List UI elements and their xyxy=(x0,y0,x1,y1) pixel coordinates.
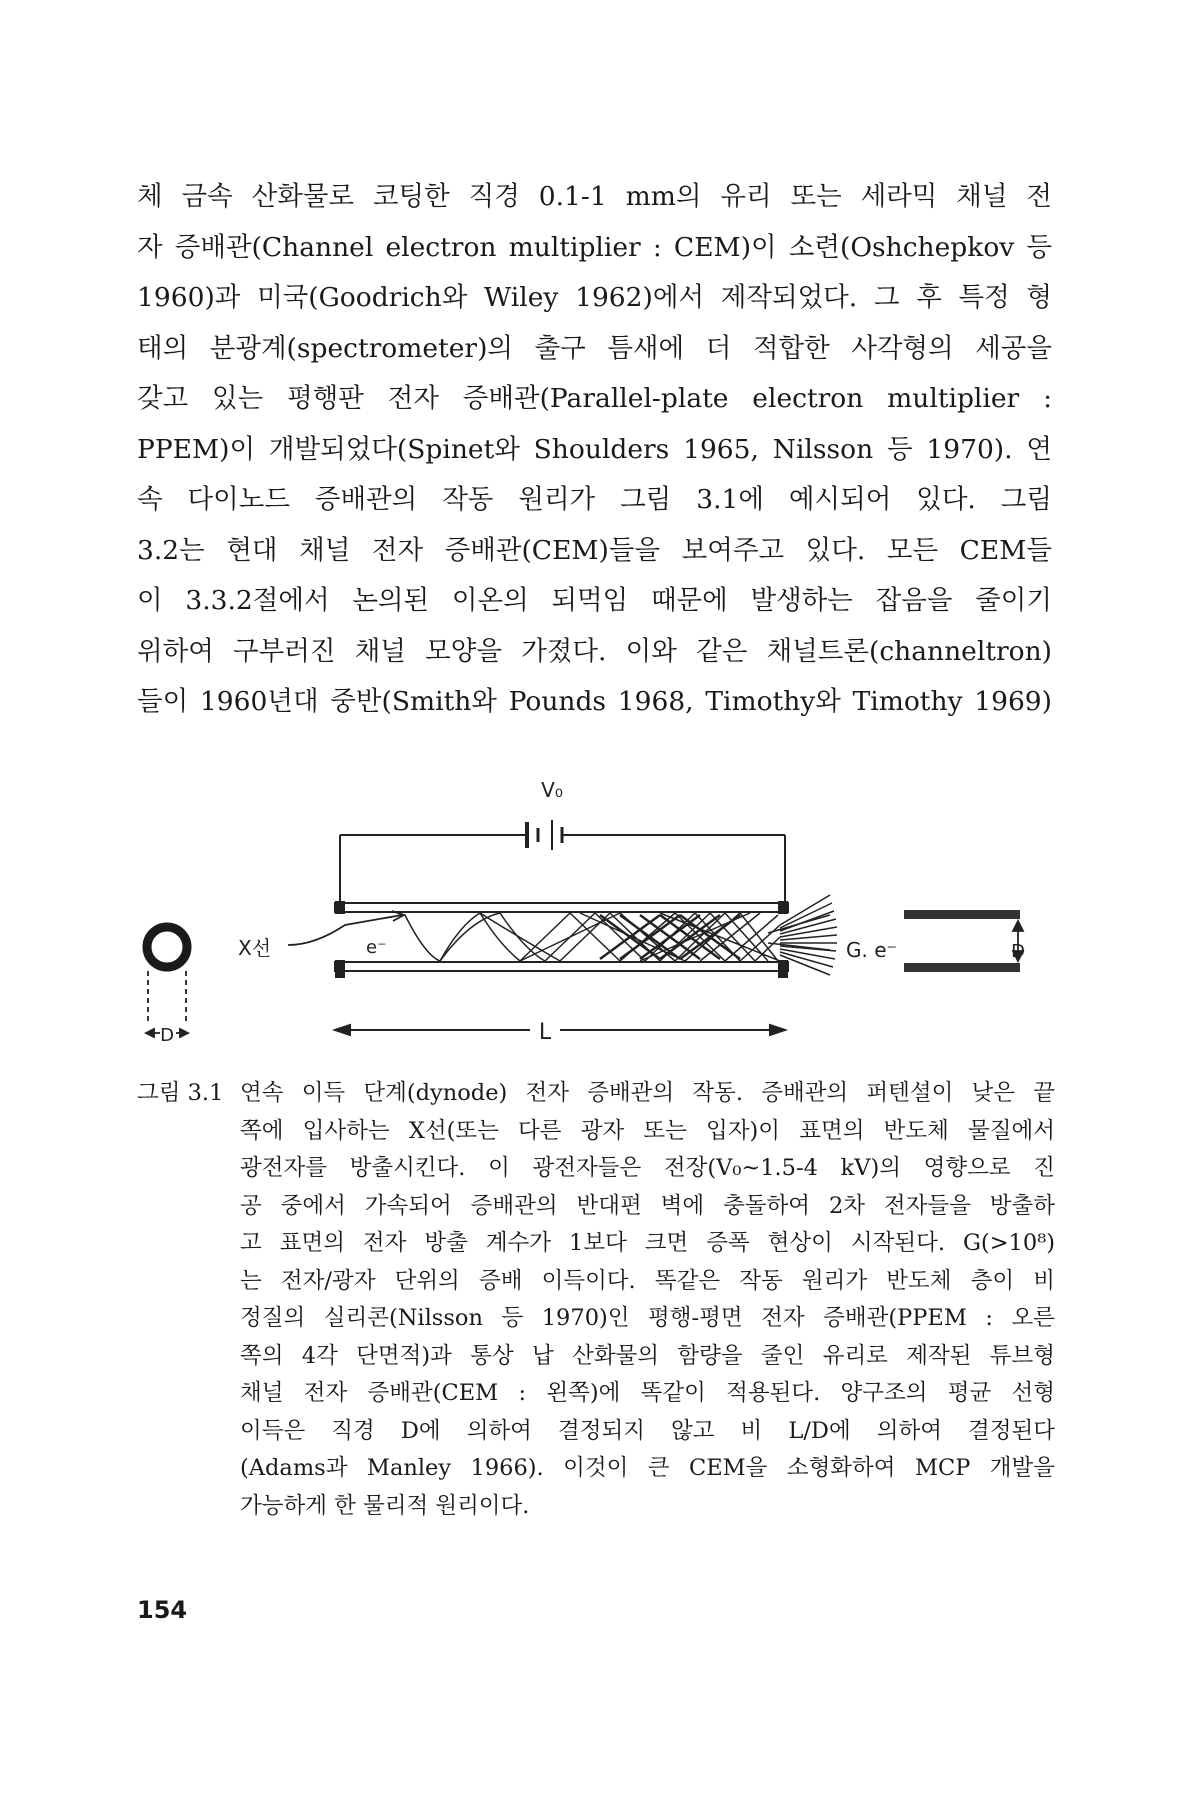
circuit-wires xyxy=(340,835,785,905)
body-line: 체 금속 산화물로 코팅한 직경 0.1-1 mm의 유리 또는 세라믹 채널 전 xyxy=(137,181,1052,212)
length-label: L xyxy=(538,1020,552,1045)
length-dimension-arrow xyxy=(335,1025,785,1035)
caption-line: 가능하게 한 물리적 원리이다. xyxy=(240,1492,530,1519)
cem-tube-cross-section xyxy=(147,927,187,967)
caption-line: 광전자를 방출시킨다. 이 광전자들은 전장(V₀~1.5-4 kV)의 영향으로 진 xyxy=(240,1155,1055,1181)
body-line: 이 3.3.2절에서 논의된 이온의 되먹임 때문에 발생하는 잡음을 줄이기 xyxy=(137,585,1052,616)
caption-line: 는 전자/광자 단위의 증배 이득이다. 똑같은 작동 원리가 반도체 층이 비 xyxy=(240,1267,1055,1294)
caption-body xyxy=(240,1075,1055,1525)
caption-line: 쪽에 입사하는 X선(또는 다른 광자 또는 입자)이 표면의 반도체 물질에서 xyxy=(240,1117,1055,1144)
caption-label: 그림 3.1 xyxy=(137,1080,224,1106)
body-line: 갖고 있는 평행판 전자 증배관(Parallel-plate electron multiplier : xyxy=(137,383,1052,414)
xray-label: X선 xyxy=(238,936,272,960)
body-text xyxy=(137,172,1052,728)
body-line: 위하여 구부러진 채널 모양을 가졌다. 이와 같은 채널트론(channeltron) xyxy=(137,635,1052,667)
body-line: PPEM)이 개발되었다(Spinet와 Shoulders 1965, Nilsson 등 1970). 연 xyxy=(137,433,1052,465)
caption-line: 공 중에서 가속되어 증배관의 반대편 벽에 충돌하여 2차 전자들을 방출하 xyxy=(240,1192,1055,1219)
caption-line: 쪽의 4각 단면적)과 통상 납 산화물의 함량을 줄인 유리로 제작된 튜브형 xyxy=(240,1342,1055,1369)
caption-line: (Adams과 Manley 1966). 이것이 큰 CEM을 소형화하여 MCP 개발을 xyxy=(240,1455,1055,1481)
diameter-label-right: D xyxy=(1011,941,1025,962)
electron-label: e⁻ xyxy=(366,937,387,958)
caption-line: 이득은 직경 D에 의하여 결정되지 않고 비 L/D에 의하여 결정된다 xyxy=(240,1417,1055,1444)
caption-line: 채널 전자 증배관(CEM : 왼쪽)에 똑같이 적용된다. 양구조의 평균 선형 xyxy=(240,1380,1055,1406)
caption-line: 연속 이득 단계(dynode) 전자 증배관의 작동. 증배관의 퍼텐셜이 낮은 끝 xyxy=(240,1080,1055,1106)
caption-line: 정질의 실리콘(Nilsson 등 1970)인 평행-평면 전자 증배관(PPEM : 오른 xyxy=(240,1305,1055,1331)
figure-3-1-diagram xyxy=(140,775,1060,1055)
multiplier-diagram xyxy=(140,775,1060,1055)
battery-symbol xyxy=(340,820,785,850)
body-line: 자 증배관(Channel electron multiplier : CEM)이 소련(Oshchepkov 등 xyxy=(137,231,1052,263)
body-line: 1960)과 미국(Goodrich와 Wiley 1962)에서 제작되었다. 그 후 특정 형 xyxy=(137,282,1052,313)
diameter-label-left: D xyxy=(160,1025,174,1046)
xray-arrow xyxy=(288,911,404,945)
electron-trajectories xyxy=(405,913,780,961)
page-number: 154 xyxy=(137,1596,188,1624)
body-line: 3.2는 현대 채널 전자 증배관(CEM)들을 보여주고 있다. 모든 CEM들 xyxy=(137,534,1052,566)
v0-label: V₀ xyxy=(541,778,563,802)
body-line: 들이 1960년대 중반(Smith와 Pounds 1968, Timothy와 Timothy 1969) xyxy=(137,686,1052,717)
gain-label: G. e⁻ xyxy=(846,938,898,962)
caption-line: 고 표면의 전자 방출 계수가 1보다 크면 증폭 현상이 시작된다. G(>10⁸) xyxy=(240,1230,1055,1256)
body-line: 속 다이노드 증배관의 작동 원리가 그림 3.1에 예시되어 있다. 그림 xyxy=(137,484,1052,515)
body-line: 태의 분광계(spectrometer)의 출구 틈새에 더 적합한 사각형의 세공을 xyxy=(137,332,1052,364)
